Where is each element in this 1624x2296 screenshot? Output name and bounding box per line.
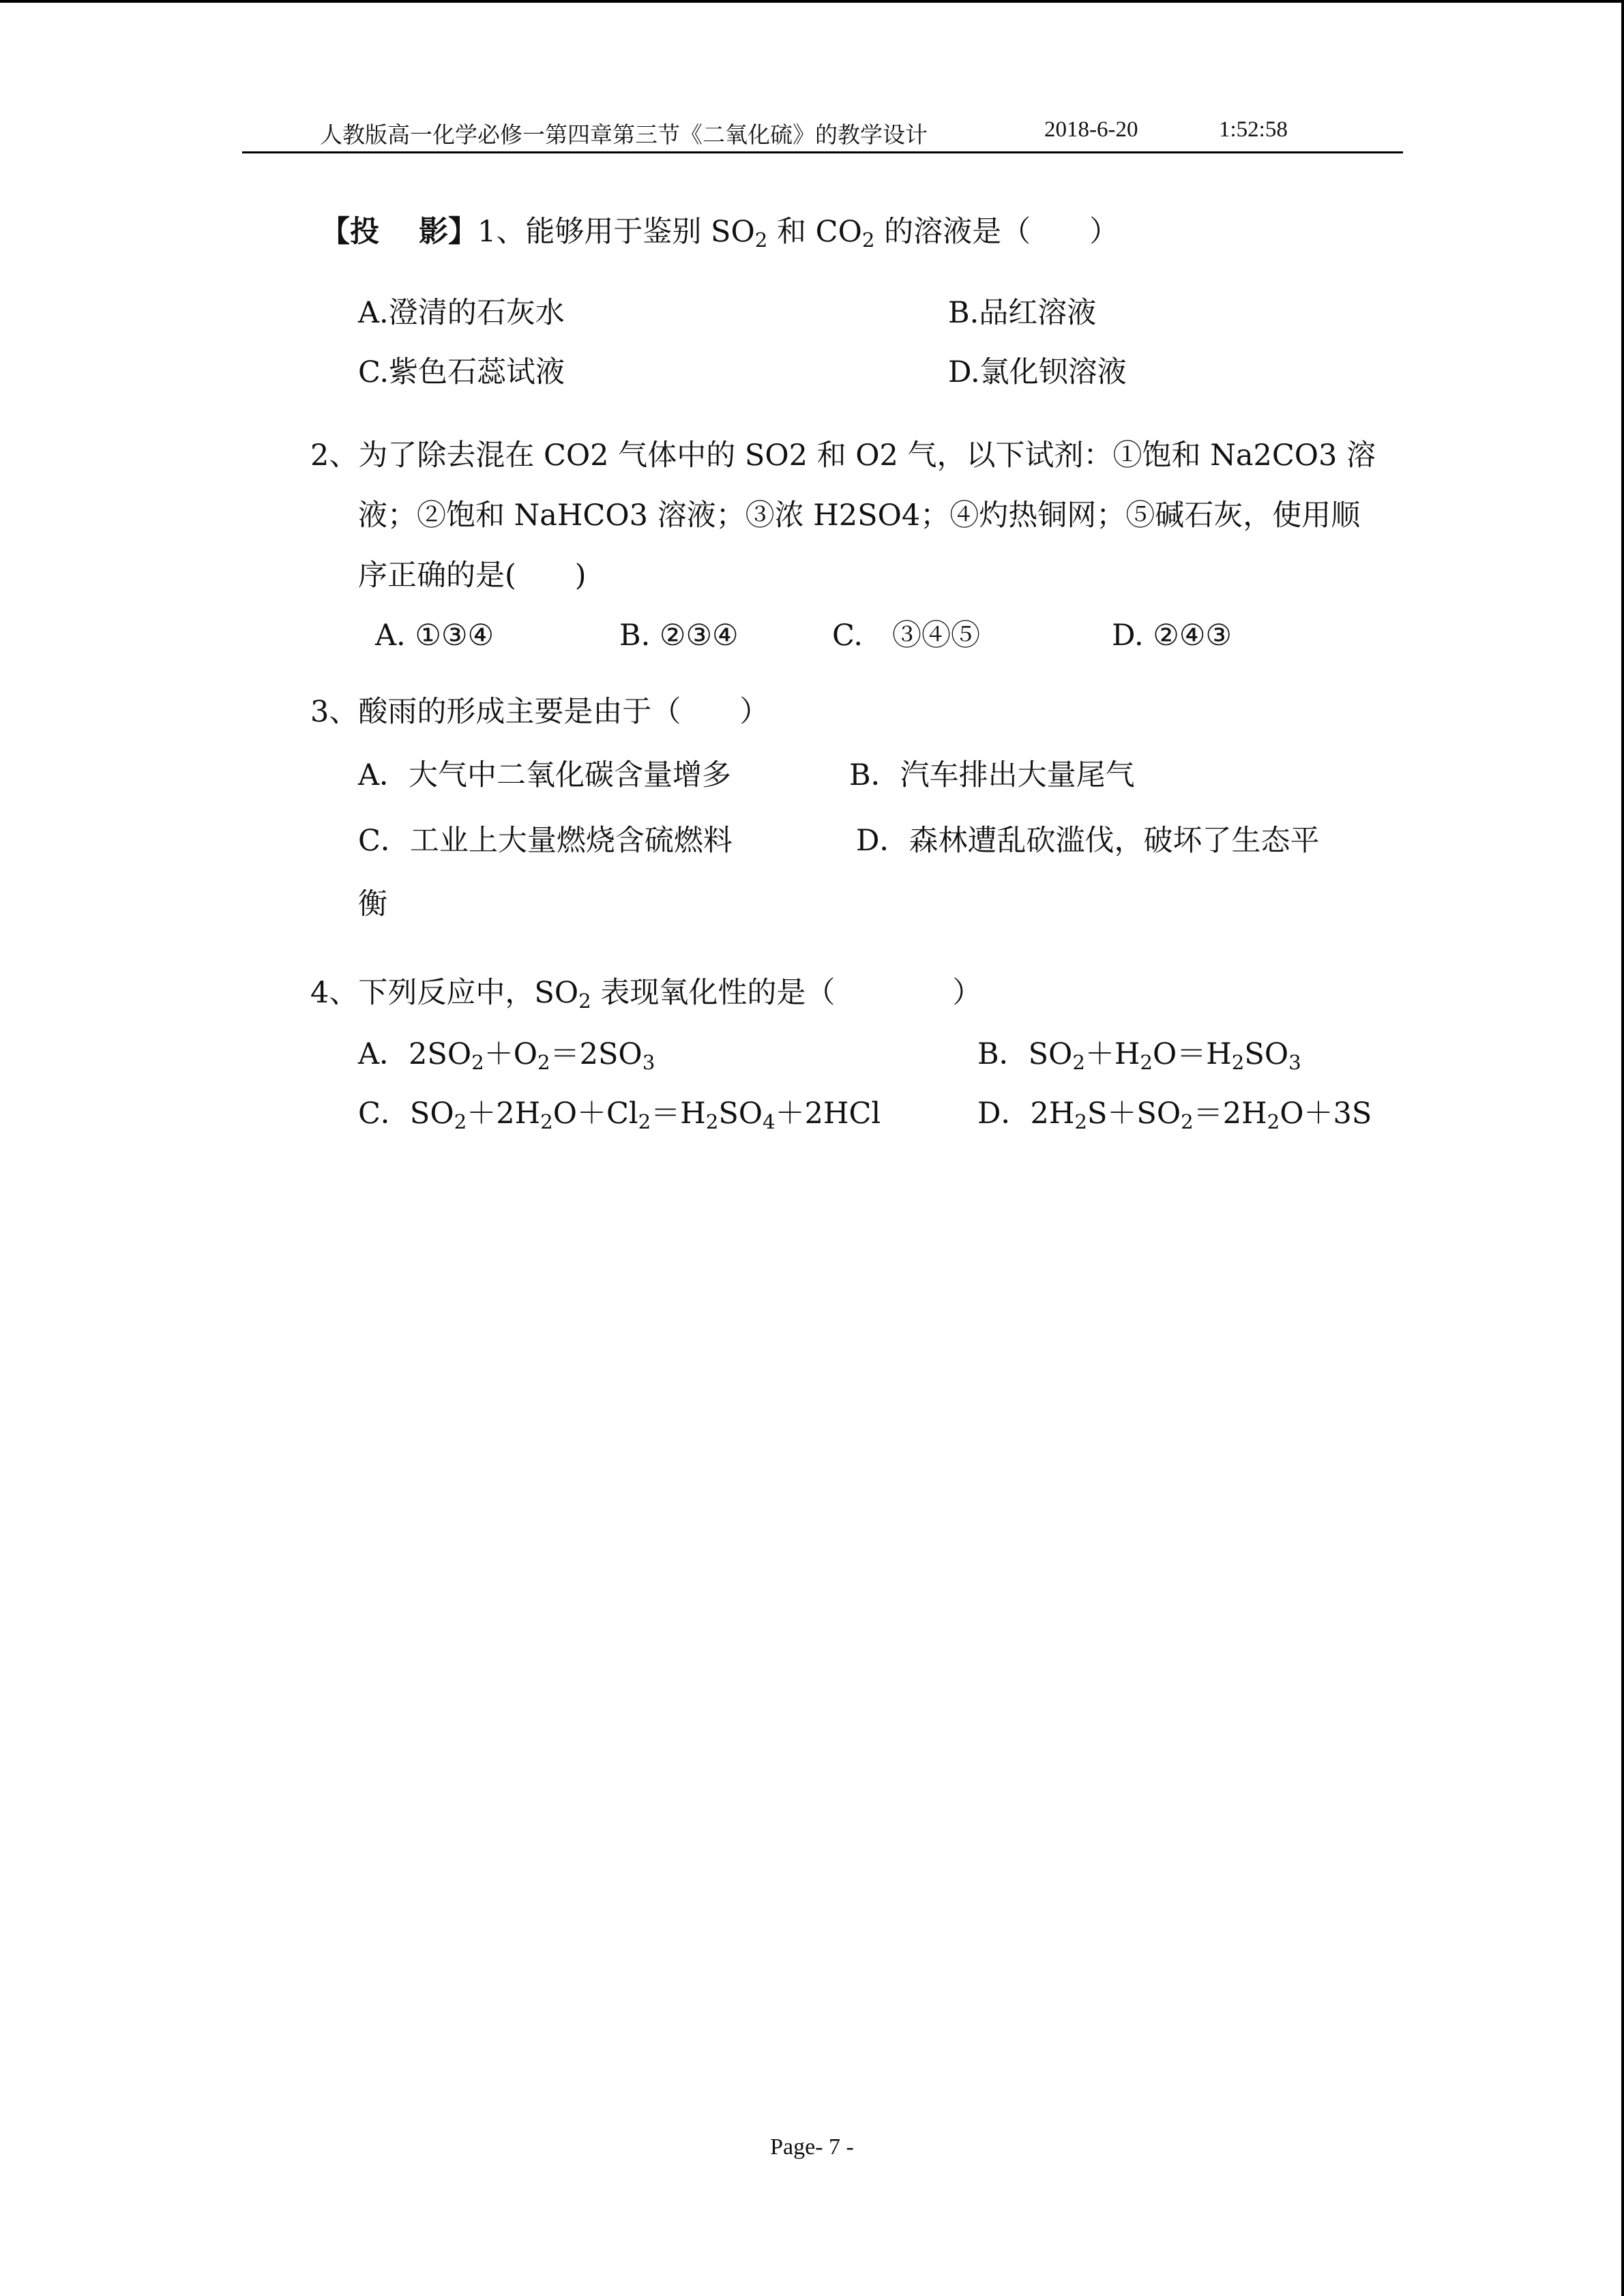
q1-stem-part: 的溶液是（ ） <box>874 215 1119 249</box>
subscript: 2 <box>578 989 591 1013</box>
q4-option-a <box>358 1037 655 1075</box>
q4-option-b <box>977 1037 1301 1075</box>
header-time: 1:52:58 <box>1219 117 1288 142</box>
question-4-stem <box>310 976 982 1013</box>
subscript: 2 <box>1140 1051 1153 1075</box>
question-2-line-1: 2、为了除去混在 CO2 气体中的 SO2 和 O2 气，以下试剂：①饱和 Na2CO3 溶 <box>310 438 1376 473</box>
formula-part: O＝H <box>1153 1037 1232 1071</box>
header-title: 人教版高一化学必修一第四章第三节《二氧化硫》的教学设计 <box>320 123 928 148</box>
q3-option-c: C．工业上大量燃烧含硫燃料 <box>358 824 733 858</box>
q3-option-d: D．森林遭乱砍滥伐，破坏了生态平 <box>856 824 1320 858</box>
formula-part: C．SO <box>358 1097 454 1131</box>
q3-option-a: A．大气中二氧化碳含量增多 <box>358 758 732 792</box>
subscript: 2 <box>471 1051 484 1075</box>
q1-option-c: C.紫色石蕊试液 <box>358 355 565 389</box>
q1-option-a: A.澄清的石灰水 <box>358 296 565 330</box>
q1-option-d: D.氯化钡溶液 <box>948 355 1127 389</box>
q1-stem-part: 和 CO <box>767 215 862 249</box>
page-number: Page- 7 - <box>770 2134 854 2160</box>
subscript: 2 <box>1072 1051 1085 1075</box>
page-frame-right <box>1621 0 1624 2296</box>
question-3-stem: 3、酸雨的形成主要是由于（ ） <box>310 695 769 729</box>
q4-option-d <box>977 1097 1372 1134</box>
formula-part: ＋2H <box>467 1097 541 1131</box>
subscript: 2 <box>537 1051 550 1075</box>
q2-option-c: C. ③④⑤ <box>832 618 981 653</box>
formula-part: ＋2HCl <box>775 1097 881 1131</box>
subscript: 2 <box>454 1110 467 1134</box>
q2-option-d: D. ②④③ <box>1112 618 1232 653</box>
subscript: 2 <box>1267 1110 1280 1134</box>
subscript: 2 <box>861 228 875 252</box>
subscript: 2 <box>638 1110 651 1134</box>
formula-part: S＋SO <box>1087 1097 1181 1131</box>
formula-part: B．SO <box>977 1037 1073 1071</box>
formula-part: ＋O <box>484 1037 537 1071</box>
q2-option-b: B. ②③④ <box>619 618 739 653</box>
subscript: 2 <box>1181 1110 1194 1134</box>
question-2-line-3: 序正确的是( ) <box>358 558 587 593</box>
formula-part: A．2SO <box>358 1037 472 1071</box>
page-frame-top <box>0 0 1624 3</box>
formula-part: SO <box>718 1097 763 1131</box>
projection-tag: 【投 影】 <box>321 215 477 249</box>
formula-part: ＝2SO <box>550 1037 643 1071</box>
q2-option-a: A. ①③④ <box>375 618 494 653</box>
q4-option-c <box>358 1097 881 1134</box>
subscript: 2 <box>540 1110 553 1134</box>
question-1-stem <box>321 215 1119 252</box>
q4-stem-part: 4、下列反应中，SO <box>310 976 579 1010</box>
subscript: 2 <box>705 1110 719 1134</box>
subscript: 2 <box>1231 1051 1245 1075</box>
formula-part: ＋H <box>1084 1037 1140 1071</box>
q3-option-b: B．汽车排出大量尾气 <box>849 758 1135 792</box>
q1-stem-part: 1、能够用于鉴别 SO <box>477 215 755 249</box>
page-header <box>242 116 1403 153</box>
subscript: 2 <box>1074 1110 1087 1134</box>
formula-part: SO <box>1244 1037 1289 1071</box>
q1-option-b: B.品红溶液 <box>948 296 1097 330</box>
header-date: 2018-6-20 <box>1044 117 1138 142</box>
formula-part: D．2H <box>977 1097 1075 1131</box>
formula-part: ＝H <box>651 1097 706 1131</box>
subscript: 3 <box>1288 1051 1301 1075</box>
formula-part: O＋3S <box>1280 1097 1372 1131</box>
question-2-line-2: 液；②饱和 NaHCO3 溶液；③浓 H2SO4；④灼热铜网；⑤碱石灰，使用顺 <box>358 498 1361 533</box>
subscript: 4 <box>763 1110 776 1134</box>
subscript: 3 <box>642 1051 655 1075</box>
q3-option-d-continued: 衡 <box>358 887 387 921</box>
q4-stem-part: 表现氧化性的是（ ） <box>591 976 982 1010</box>
subscript: 2 <box>754 228 768 252</box>
formula-part: ＝2H <box>1193 1097 1267 1131</box>
formula-part: O＋Cl <box>552 1097 638 1131</box>
